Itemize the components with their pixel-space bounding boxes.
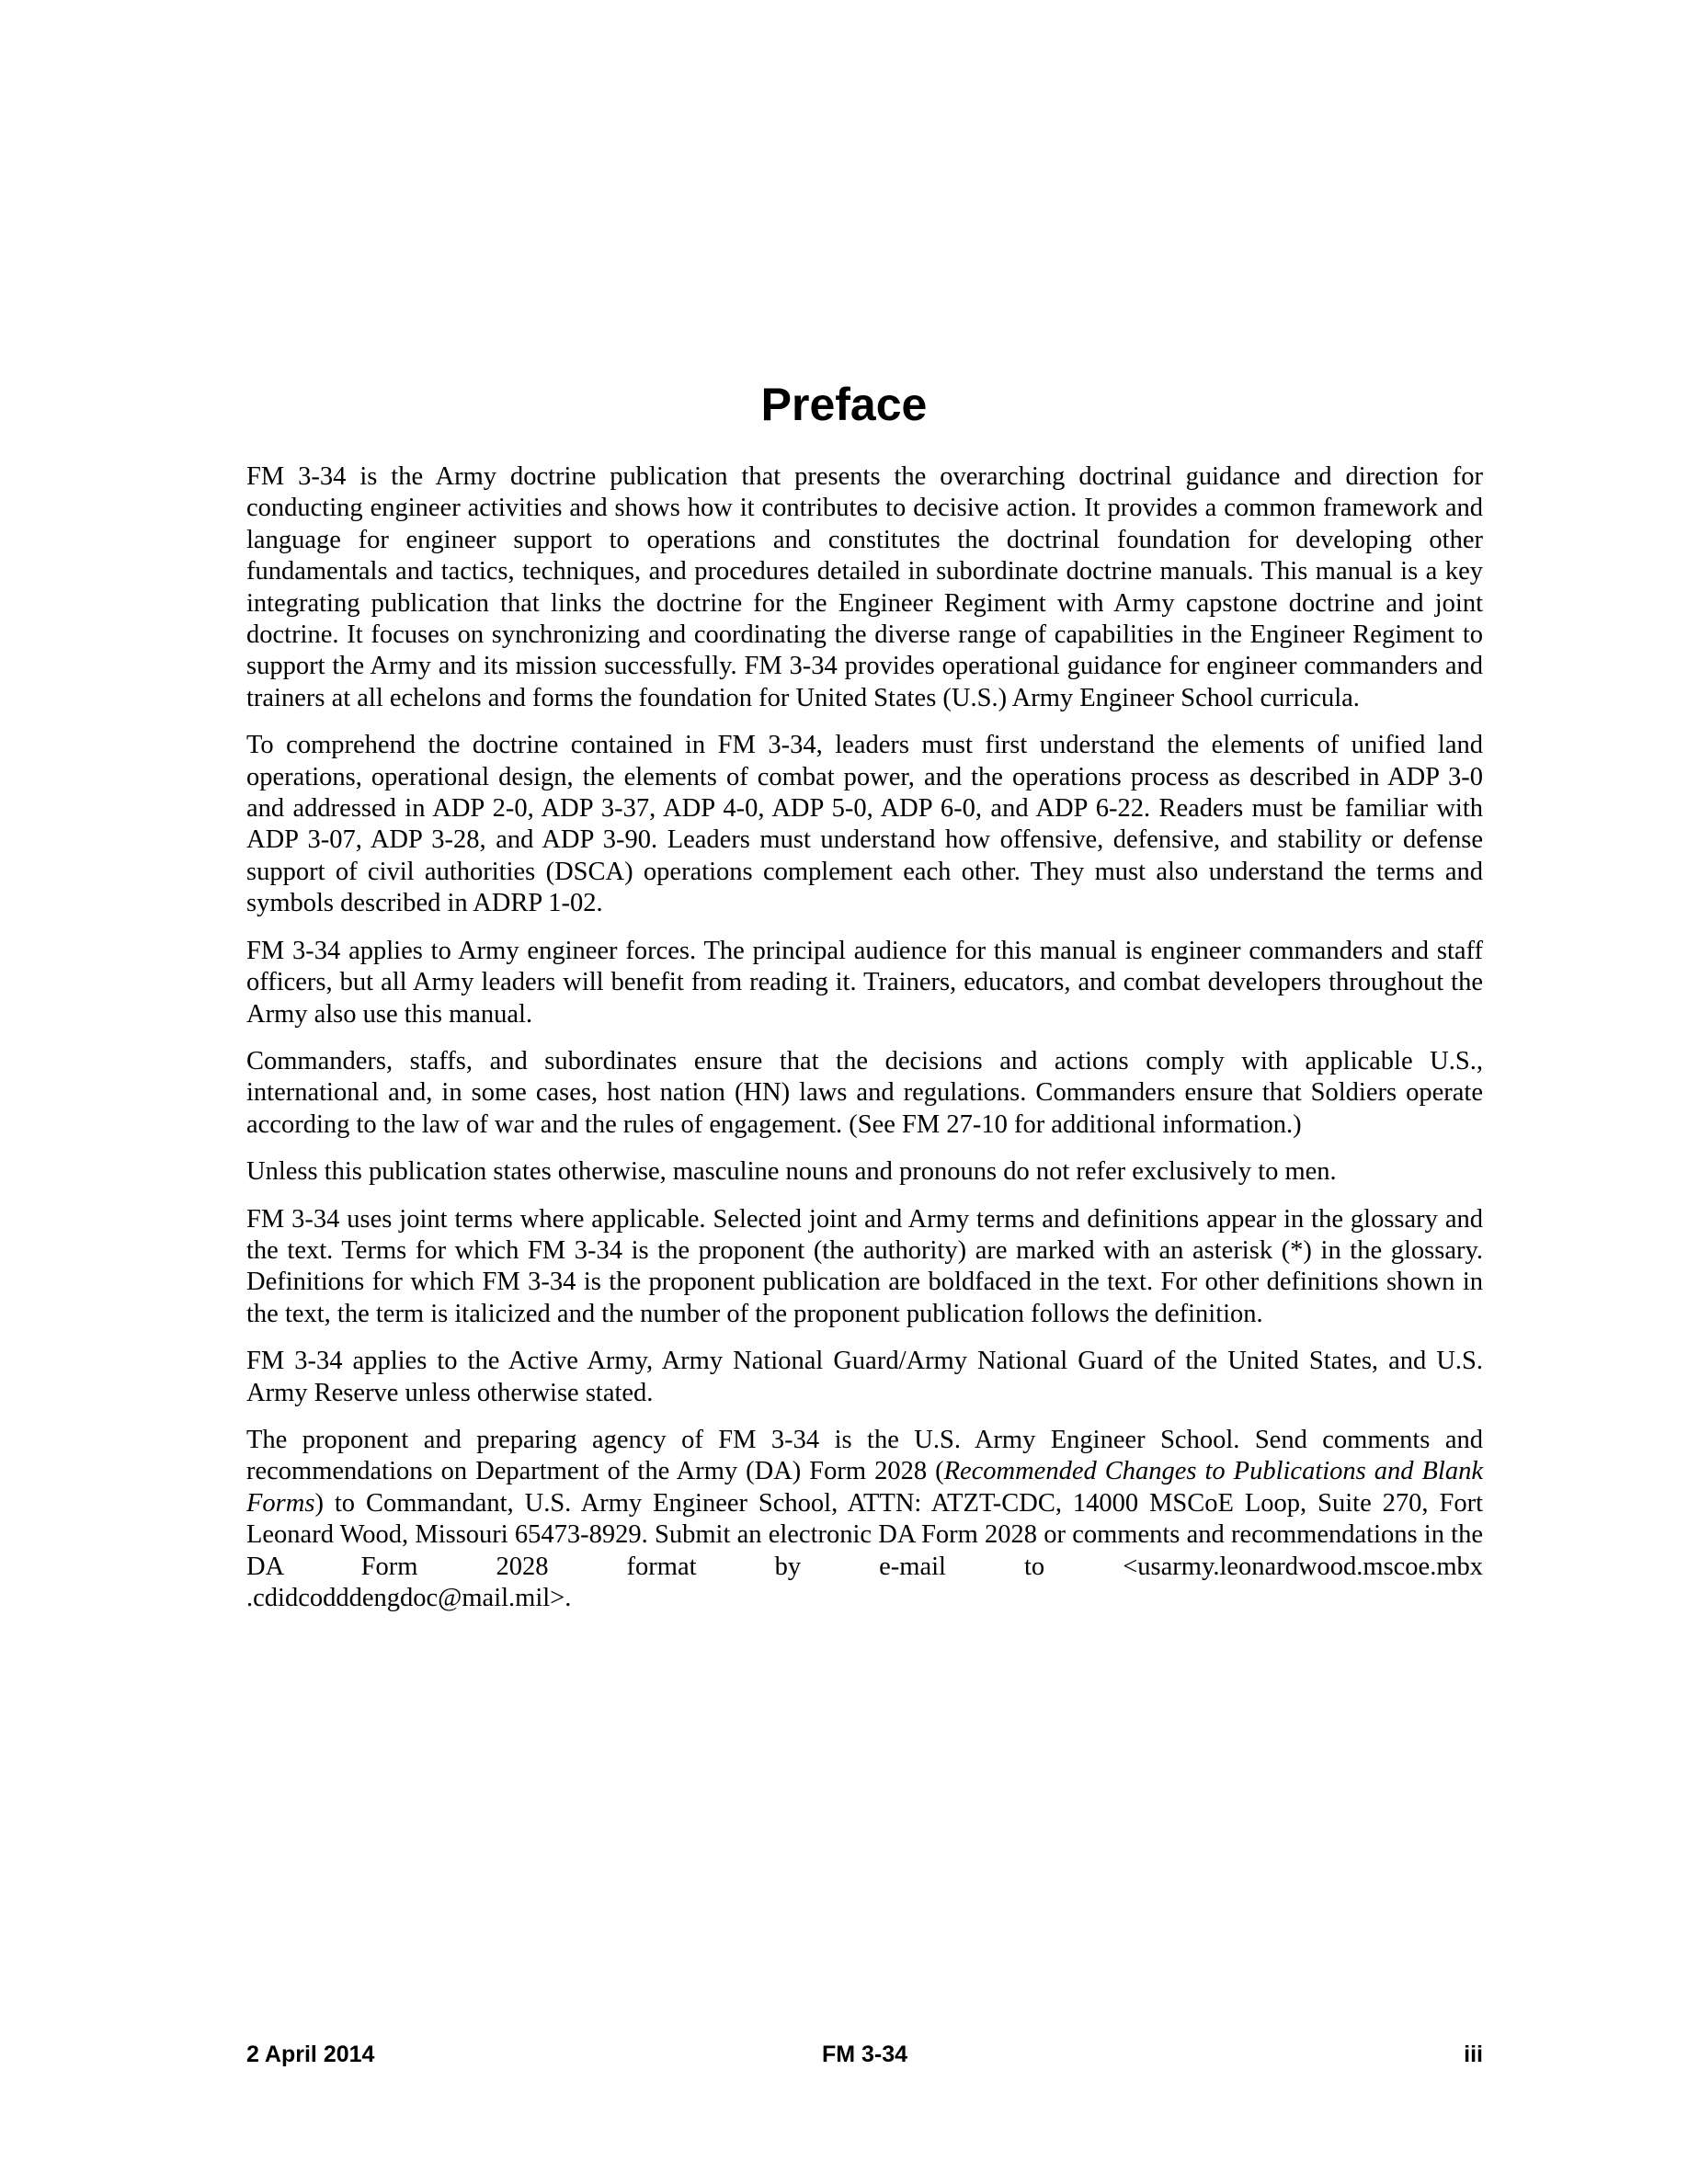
proponent-text-end: ) to Commandant, U.S. Army Engineer School, ATTN: ATZT-CDC, 14000 MSCoE Loop, Suite 270, Fort Leonard Wood, Missouri 65473-8929. Submit an electronic DA Form 2028 or comments and recommendations in the DA Form 2028 format by e-mail to <usarmy.leonardwood.mscoe.mbx — [246, 1488, 1483, 1581]
page-footer — [246, 2039, 1483, 2070]
paragraph-purpose: FM 3-34 is the Army doctrine publication that presents the overarching doctrinal guidance and direction for conducting engineer activities and shows how it contributes to decisive action. It provides a common framework and language for engineer support to operations and constitutes the doctrinal foundation for developing other fundamentals and tactics, techniques, and procedures detailed in subordinate doctrine manuals. This manual is a key integrating publication that links the doctrine for the Engineer Regiment with Army capstone doctrine and joint doctrine. It focuses on synchronizing and coordinating the diverse range of capabilities in the Engineer Regiment to support the Army and its mission successfully. FM 3-34 provides operational guidance for engineer commanders and trainers at all echelons and forms the foundation for United States (U.S.) Army Engineer School curricula. — [246, 462, 1483, 712]
footer-publication: FM 3-34 — [821, 2042, 908, 2067]
footer-page-number: iii — [1464, 2042, 1483, 2067]
form-title-italic: Recommended Changes to Publications and Blank Forms — [246, 1457, 1483, 1518]
footer-date: 2 April 2014 — [246, 2042, 375, 2067]
paragraph-applicability: FM 3-34 applies to the Active Army, Army National Guard/Army National Guard of the United States, and U.S. Army Reserve unless otherwise stated. — [246, 1347, 1483, 1407]
email-address-tail: .cdidcodddengdoc@mail.mil>. — [246, 1584, 572, 1612]
preface-body — [246, 461, 1483, 1630]
proponent-text-start: The proponent and preparing agency of FM 3-34 is the U.S. Army Engineer School. Send comments and recommendations on Department of the Army (DA) Form 2028 ( — [246, 1425, 1483, 1486]
paragraph-proponent — [246, 1425, 1483, 1583]
paragraph-prerequisites: To comprehend the doctrine contained in FM 3-34, leaders must first understand the elements of unified land operations, operational design, the elements of combat power, and the operations process as described in ADP 3-0 and addressed in ADP 2-0, ADP 3-37, ADP 4-0, ADP 5-0, ADP 6-0, and ADP 6-22. Readers must be familiar with ADP 3-07, ADP 3-28, and ADP 3-90. Leaders must understand how offensive, defensive, and stability or defense support of civil authorities (DSCA) operations complement each other. They must also understand the terms and symbols described in ADRP 1-02. — [246, 731, 1483, 918]
paragraph-gender-note: Unless this publication states otherwise, masculine nouns and pronouns do not refer exclusively to men. — [246, 1157, 1337, 1187]
paragraph-terminology: FM 3-34 uses joint terms where applicable. Selected joint and Army terms and definitions appear in the glossary and the text. Terms for which FM 3-34 is the proponent (the authority) are marked with an asterisk (*) in the glossary. Definitions for which FM 3-34 is the proponent publication are boldfaced in the text. For other definitions shown in the text, the term is italicized and the number of the proponent publication follows the definition. — [246, 1204, 1483, 1328]
paragraph-audience: FM 3-34 applies to Army engineer forces. The principal audience for this manual is engineer commanders and staff officers, but all Army leaders will benefit from reading it. Trainers, educators, and combat developers throughout the Army also use this manual. — [246, 936, 1483, 1029]
page-title: Preface — [760, 379, 928, 430]
paragraph-legal-compliance: Commanders, staffs, and subordinates ensure that the decisions and actions comply with applicable U.S., international and, in some cases, host nation (HN) laws and regulations. Commanders ensure that Soldiers operate according to the law of war and the rules of engagement. (See FM 27-10 for additional information.) — [246, 1046, 1483, 1139]
